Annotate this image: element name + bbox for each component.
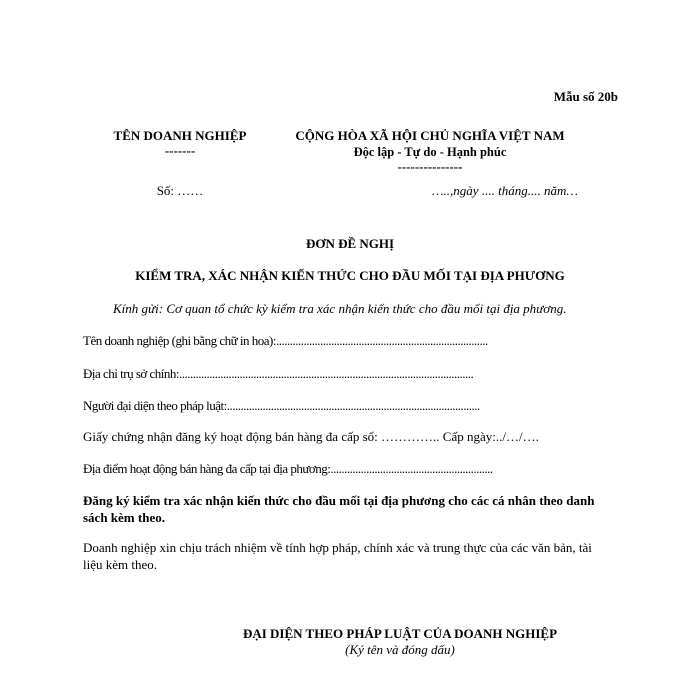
field-legal-representative: Người đại diện theo pháp luật:............................................................................................ [83, 398, 480, 413]
nation-heading: CỘNG HÒA XÃ HỘI CHỦ NGHĨA VIỆT NAM [295, 128, 565, 143]
company-name-placeholder: TÊN DOANH NGHIỆP [113, 128, 247, 143]
document-title: ĐƠN ĐỀ NGHỊ [305, 236, 395, 251]
signature-note: (Ký tên và đóng dấu) [345, 642, 455, 657]
field-certificate: Giấy chứng nhận đăng ký hoạt động bán hàng đa cấp số: ………….. Cấp ngày:../…/…. [83, 429, 539, 444]
field-company-name: Tên doanh nghiệp (ghi bằng chữ in hoa):............................................................................. [83, 333, 488, 348]
nation-motto: Độc lập - Tự do - Hạnh phúc [353, 145, 507, 159]
motto-rule: --------------- [397, 159, 463, 174]
signature-title: ĐẠI DIỆN THEO PHÁP LUẬT CỦA DOANH NGHIỆP [242, 626, 558, 641]
responsibility-statement: Doanh nghiệp xin chịu trách nhiệm về tính hợp pháp, chính xác và trung thực của các văn bản, tài liệu kèm theo. [83, 540, 592, 572]
document-subtitle: KIỂM TRA, XÁC NHẬN KIẾN THỨC CHO ĐẦU MỐI TẠI ĐỊA PHƯƠNG [135, 268, 565, 283]
form-number: Mẫu số 20b [553, 89, 618, 104]
field-head-office: Địa chỉ trụ sở chính:........................................................................................................... [83, 366, 474, 381]
document-number: Số: …… [156, 183, 204, 198]
field-local-location: Địa điểm hoạt động bán hàng đa cấp tại địa phương:........................................................... [83, 461, 493, 476]
registration-statement: Đăng ký kiểm tra xác nhận kiến thức cho đầu mối tại địa phương cho các cá nhân theo danh sách kèm theo. [83, 493, 595, 525]
date-line: …..,ngày .... tháng.... năm… [432, 183, 578, 198]
company-rule: ------- [164, 143, 196, 158]
recipient-line: Kính gửi: Cơ quan tổ chức kỳ kiểm tra xác nhận kiến thức cho đầu mối tại địa phương. [113, 301, 567, 316]
